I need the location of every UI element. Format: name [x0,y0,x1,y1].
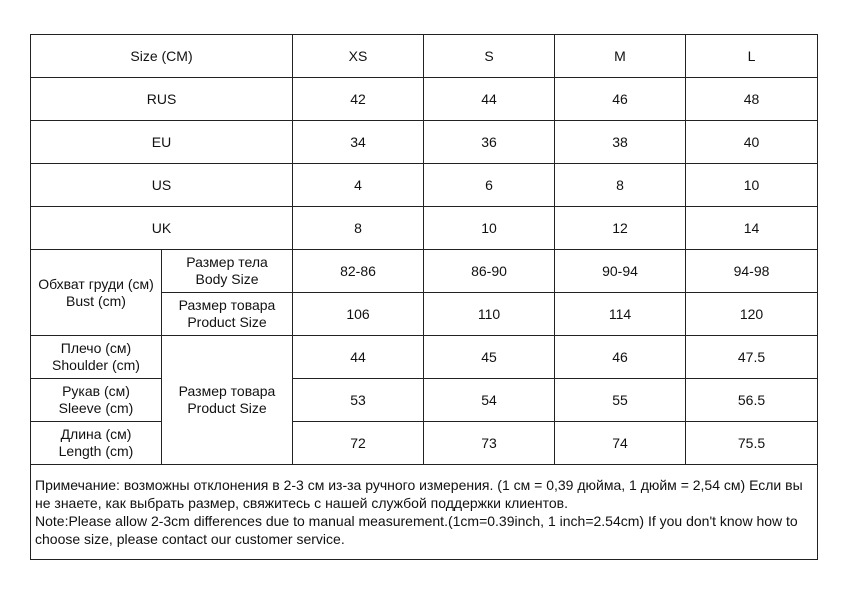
table-row-eu [31,121,818,164]
bust-label-en: Bust (cm) [66,292,126,309]
row-label: US [31,164,293,207]
garment-product-size-label-en: Product Size [187,400,267,416]
table-cell: 44 [424,78,555,121]
table-cell: 46 [555,336,686,379]
length-label-en: Length (cm) [58,443,134,459]
table-row-rus [31,78,818,121]
size-l-header: L [686,35,818,78]
shoulder-label-ru: Плечо (см) [60,340,132,356]
table-cell: 46 [555,78,686,121]
table-cell: 34 [293,121,424,164]
product-size-label-en: Product Size [187,314,267,330]
table-cell: 110 [424,293,555,336]
table-cell: 42 [293,78,424,121]
sleeve-label [31,379,162,422]
table-cell: 55 [555,379,686,422]
garment-product-size-label [162,336,293,465]
table-cell: 38 [555,121,686,164]
table-cell: 75.5 [686,422,818,465]
length-label [31,422,162,465]
table-cell: 12 [555,207,686,250]
table-cell: 54 [424,379,555,422]
table-cell: 90-94 [555,250,686,293]
table-cell: 45 [424,336,555,379]
table-cell: 40 [686,121,818,164]
table-cell: 6 [424,164,555,207]
shoulder-label [31,336,162,379]
table-row-bust-body [31,250,818,293]
table-row-uk [31,207,818,250]
table-cell: 114 [555,293,686,336]
table-row-length [31,422,818,465]
sleeve-label-en: Sleeve (cm) [58,400,134,416]
table-cell: 56.5 [686,379,818,422]
bust-label [31,250,162,336]
row-label: RUS [31,78,293,121]
table-cell: 120 [686,293,818,336]
garment-product-size-label-ru: Размер товара [178,383,276,399]
note-en: Note:Please allow 2-3cm differences due to manual measurement.(1cm=0.39inch, 1 inch=2.54cm) If you don't know how to choose size, please contact our customer service. [35,513,798,547]
table-cell: 94-98 [686,250,818,293]
table-cell: 4 [293,164,424,207]
table-cell: 72 [293,422,424,465]
size-cm-header: Size (CM) [31,35,293,78]
body-size-label-en: Body Size [195,271,259,287]
table-row-us [31,164,818,207]
table-row-shoulder [31,336,818,379]
bust-label-ru: Обхват груди (см) [38,275,154,292]
table-cell: 73 [424,422,555,465]
table-cell: 14 [686,207,818,250]
body-size-label-ru: Размер тела [186,254,268,270]
table-cell: 8 [293,207,424,250]
note-cell [31,465,818,560]
header-row [31,35,818,78]
size-chart-table [30,34,818,560]
product-size-label-ru: Размер товара [178,297,276,313]
sleeve-label-ru: Рукав (см) [62,383,130,399]
note-ru: Примечание: возможны отклонения в 2-3 см из-за ручного измерения. (1 см = 0,39 дюйма, 1 дюйм = 2,54 см) Если вы не знаете, как выбрать размер, свяжитесь с нашей службой поддержки клиентов. [35,477,803,511]
table-cell: 74 [555,422,686,465]
size-s-header: S [424,35,555,78]
product-size-label [162,293,293,336]
note-row [31,465,818,560]
size-m-header: M [555,35,686,78]
table-cell: 10 [686,164,818,207]
table-cell: 47.5 [686,336,818,379]
size-xs-header: XS [293,35,424,78]
row-label: UK [31,207,293,250]
table-cell: 8 [555,164,686,207]
length-label-ru: Длина (см) [60,426,132,442]
body-size-label [162,250,293,293]
shoulder-label-en: Shoulder (cm) [52,357,140,373]
table-cell: 48 [686,78,818,121]
table-cell: 53 [293,379,424,422]
table-cell: 106 [293,293,424,336]
table-row-sleeve [31,379,818,422]
table-cell: 36 [424,121,555,164]
row-label: EU [31,121,293,164]
table-cell: 44 [293,336,424,379]
table-cell: 10 [424,207,555,250]
table-cell: 82-86 [293,250,424,293]
table-cell: 86-90 [424,250,555,293]
